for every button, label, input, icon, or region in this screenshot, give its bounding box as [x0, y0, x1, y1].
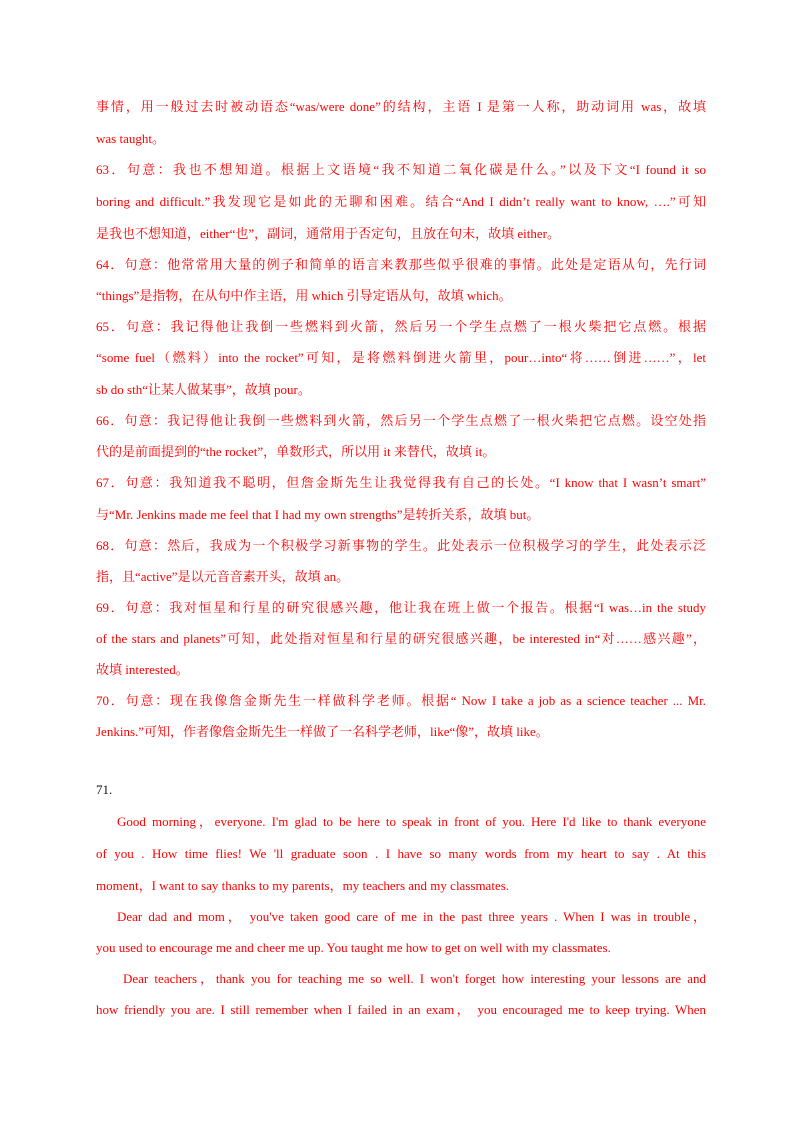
- answer-line: 故填 interested。: [96, 662, 189, 677]
- answer-line: 代的是前面提到的“the rocket”，单数形式，所以用 it 来替代，故填 it。: [96, 444, 496, 459]
- answer-line: “things”是指物，在从句中作主语，用 which 引导定语从句，故填 which。: [96, 288, 512, 303]
- answer-line: 68．句意：然后，我成为一个积极学习新事物的学生。此处表示一位积极学习的学生，此处表示泛: [96, 538, 706, 553]
- essay-line: of you . How time flies! We 'll graduate soon . I have so many words from my heart to say . At this: [96, 846, 706, 861]
- question-number: 71.: [96, 782, 113, 797]
- essay-line: you used to encourage me and cheer me up. You taught me how to get on well with my classmates.: [96, 940, 611, 955]
- answer-line: Jenkins.”可知，作者像詹金斯先生一样做了一名科学老师，like“像”，故填 like。: [96, 724, 549, 739]
- essay-line: how friendly you are. I still remember when I failed in an exam， you encouraged me to keep trying. When: [96, 1002, 706, 1017]
- answer-line: “some fuel（燃料）into the rocket”可知，是将燃料倒进火箭里，pour…into“将……倒进……”，let: [96, 350, 706, 365]
- answer-line: 64．句意：他常常用大量的例子和简单的语言来教那些似乎很难的事情。此处是定语从句，先行词: [96, 257, 706, 272]
- answer-line: 70．句意：现在我像詹金斯先生一样做科学老师。根据“ Now I take a job as a science teacher ... Mr.: [96, 693, 706, 708]
- answer-line: 与“Mr. Jenkins made me feel that I had my own strengths”是转折关系，故填 but。: [96, 507, 540, 522]
- essay-line: Dear dad and mom， you've taken good care of me in the past three years . When I was in trouble，: [117, 909, 706, 924]
- answer-line: 事情，用一般过去时被动语态“was/were done”的结构，主语 I 是第一人称，助动词用 was，故填: [96, 99, 706, 114]
- essay-line: Good morning，everyone. I'm glad to be here to speak in front of you. Here I'd like to thank everyone: [117, 814, 706, 829]
- answer-line: 是我也不想知道，either“也”，副词，通常用于否定句，且放在句末，故填 either。: [96, 226, 560, 241]
- essay-line: Dear teachers，thank you for teaching me so well. I won't forget how interesting your lessons are and: [123, 971, 706, 986]
- answer-line: 65．句意：我记得他让我倒一些燃料到火箭，然后另一个学生点燃了一根火柴把它点燃。根据: [96, 319, 706, 334]
- answer-line: 指，且“active”是以元音音素开头，故填 an。: [96, 569, 350, 584]
- essay-line: moment，I want to say thanks to my parents，my teachers and my classmates.: [96, 878, 510, 893]
- answer-line: of the stars and planets”可知，此处指对恒星和行星的研究很感兴趣，be interested in“对……感兴趣”，: [96, 631, 706, 646]
- answer-line: 66．句意：我记得他让我倒一些燃料到火箭，然后另一个学生点燃了一根火柴把它点燃。设空处指: [96, 413, 706, 428]
- answer-line: 67．句意：我知道我不聪明，但詹金斯先生让我觉得我有自己的长处。“I know that I wasn’t smart”: [96, 475, 706, 490]
- answer-line: sb do sth“让某人做某事”，故填 pour。: [96, 382, 311, 397]
- answer-line: was taught。: [96, 131, 165, 146]
- answer-line: 63．句意：我也不想知道。根据上文语境“我不知道二氧化碳是什么。”以及下文“I found it so: [96, 162, 706, 177]
- answer-line: 69．句意：我对恒星和行星的研究很感兴趣，他让我在班上做一个报告。根据“I was…in the study: [96, 600, 706, 615]
- answer-line: boring and difficult.”我发现它是如此的无聊和困难。结合“And I didn’t really want to know, ….”可知: [96, 194, 706, 209]
